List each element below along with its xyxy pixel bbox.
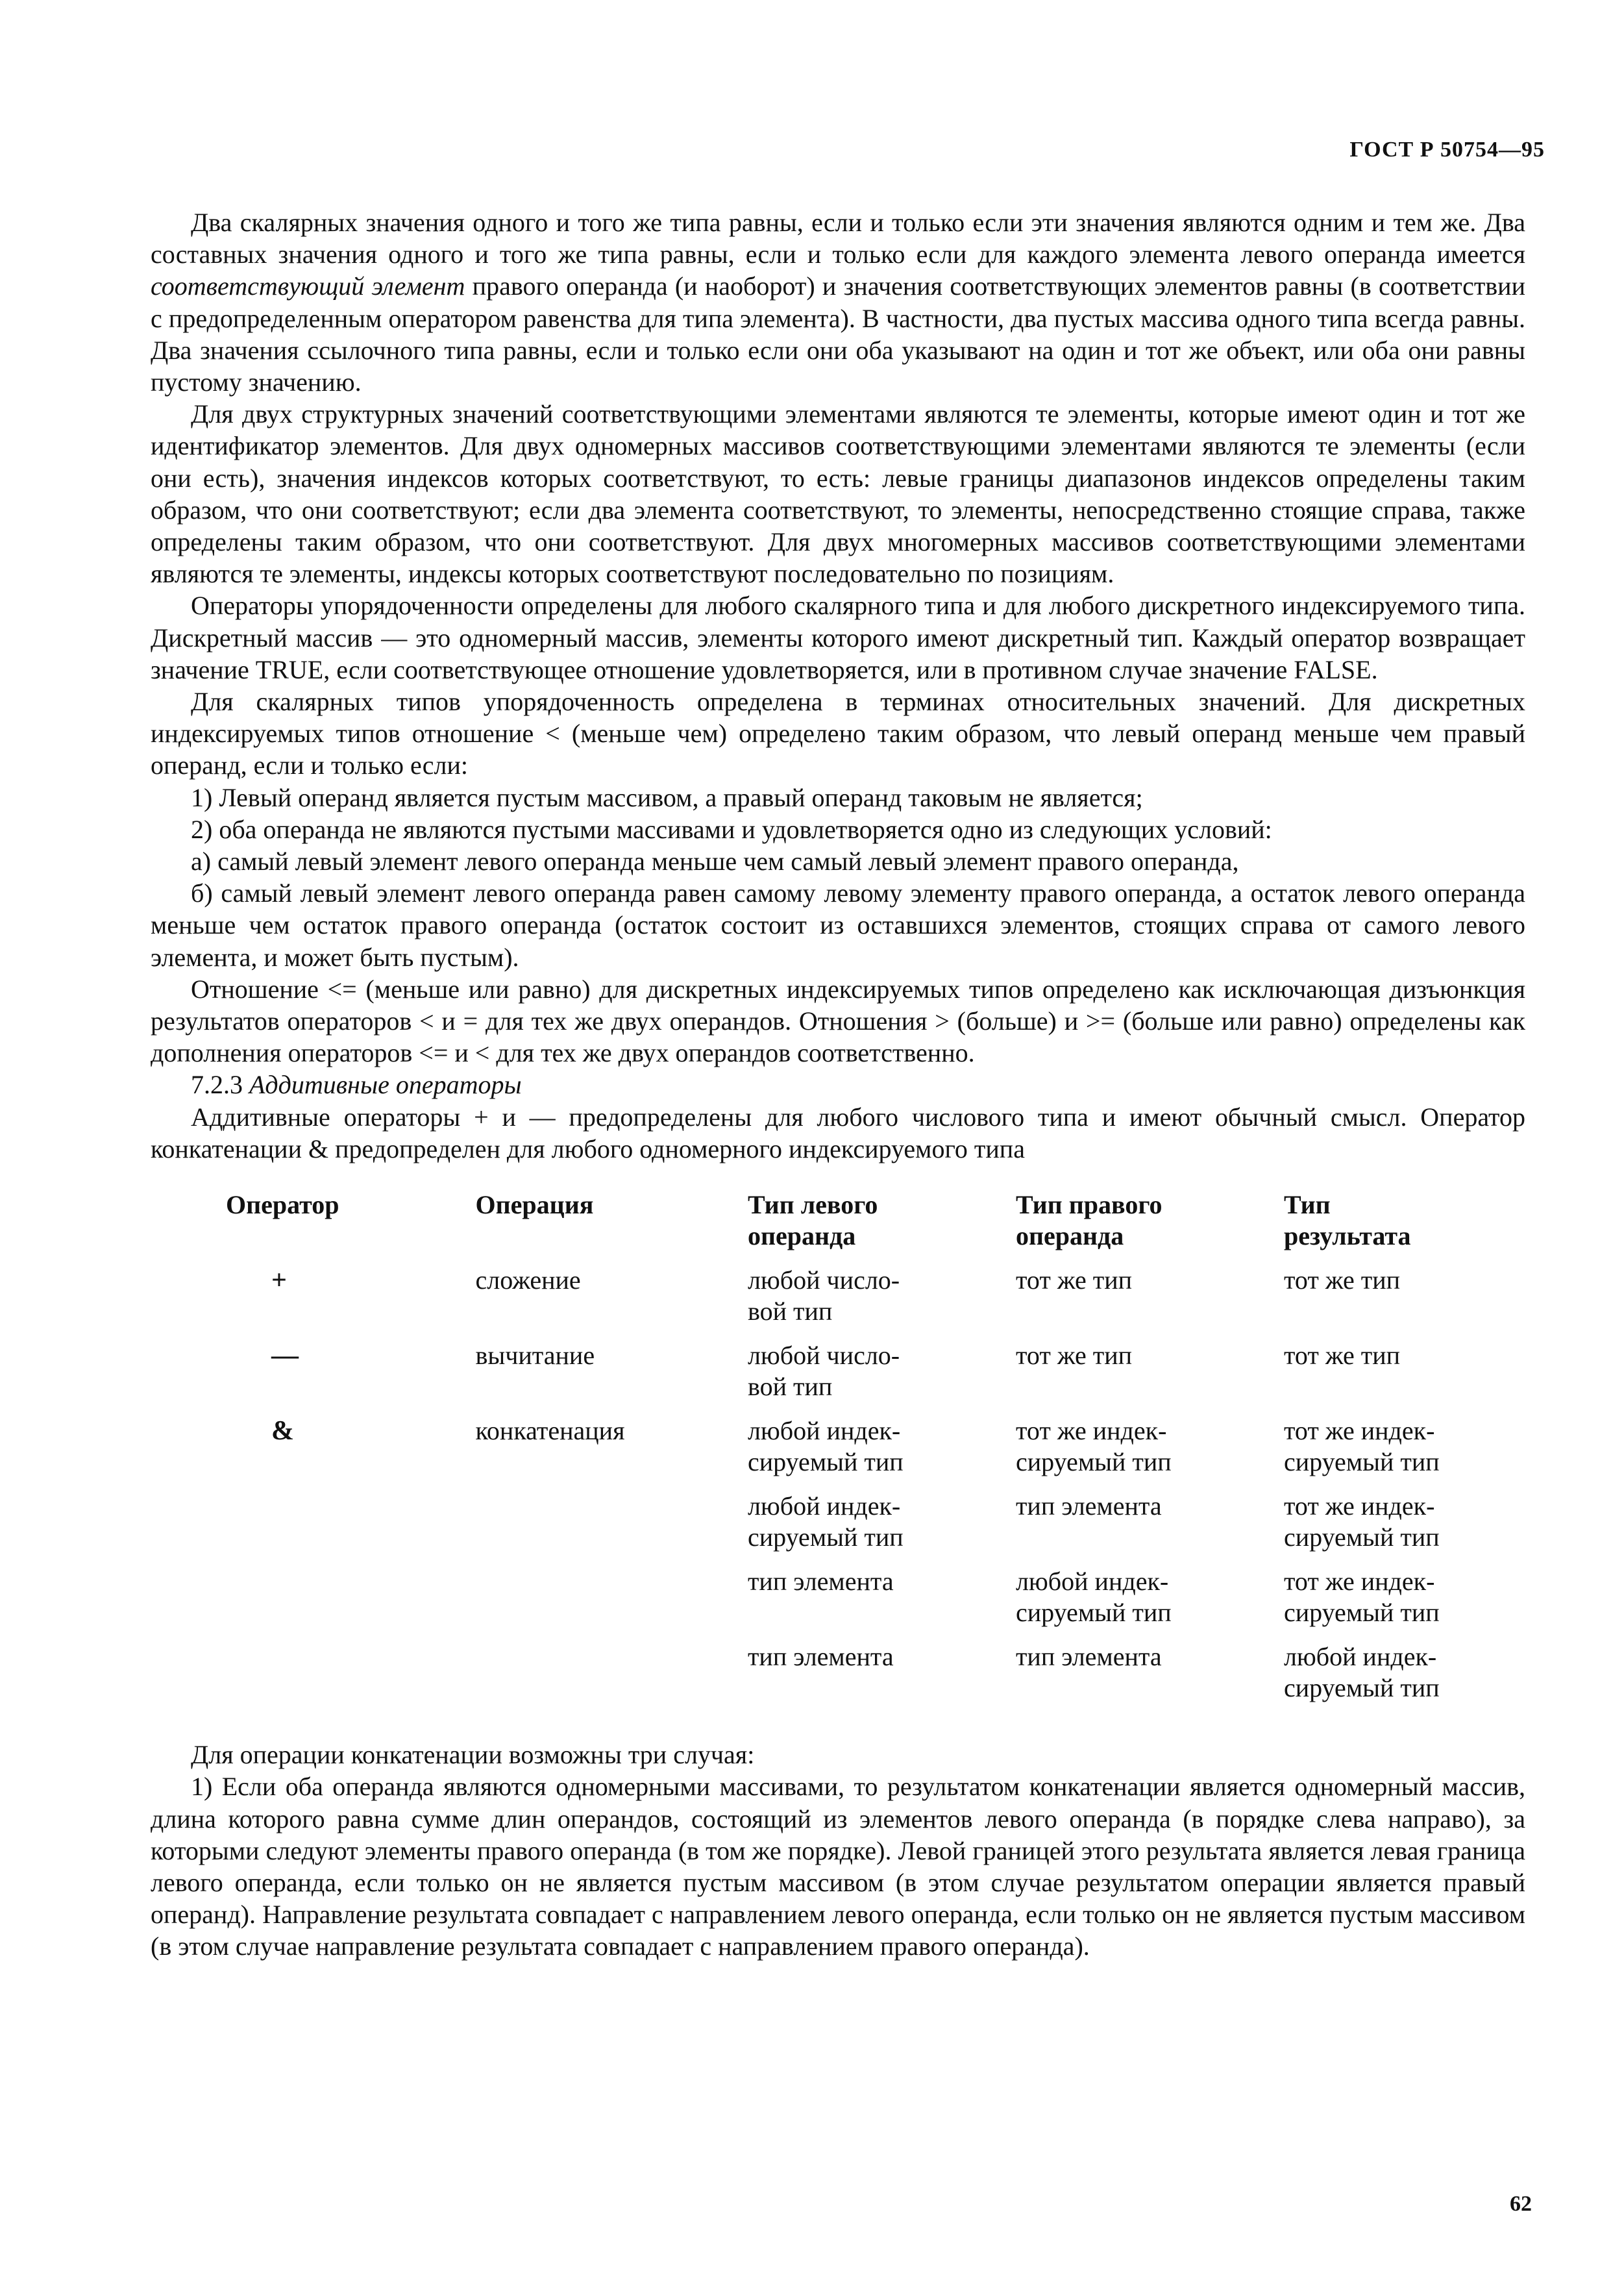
paragraph-corresponding-elements: Для двух структурных значений соответствующими элементами являются те элементы, которые имеют один и тот же идентификатор элементов. Для двух одномерных массивов соответствующими элементами являются те элементы (если они есть), значения индексов которых соответствуют, то есть: левые границы диапазонов индексов определены таким образом, что они соответствуют; если два элемента соответствуют, то элементы, непосредственно стоящие справа, также определены таким образом, что они соответствуют. Для двух многомерных массивов соответствующими элементами являются те элементы, индексы которых соответствуют последовательно по позициям. <box>151 399 1525 589</box>
cell-left-operand-type: тип элемента <box>747 1642 894 1672</box>
paragraph-relations: Отношение <= (меньше или равно) для дискретных индексируемых типов определено как исключающая дизъюнкция результатов операторов < и = для тех же двух операндов. Отношения > (больше) и >= (больше или равно) определены как дополнения операторов <= и < для тех же двух операндов соответственно. <box>151 974 1525 1068</box>
cell-left-operand-type: любой индек- сируемый тип <box>747 1491 904 1552</box>
cell-right-operand-type: тот же индек- сируемый тип <box>1015 1416 1172 1477</box>
cell-operator: — <box>271 1341 299 1371</box>
table-row <box>226 1641 1525 1717</box>
cell-operator <box>226 1641 476 1717</box>
cell-operator <box>226 1566 476 1641</box>
section-title: Аддитивные операторы <box>249 1070 522 1100</box>
cell-operation: конкатенация <box>475 1416 625 1446</box>
paragraph-equality <box>151 206 1525 398</box>
paragraph-scalar-ordering: Для скалярных типов упорядоченность определена в терминах относительных значений. Для дискретных индексируемых типов отношение < (меньше чем) определено таким образом, что левый операнд меньше чем правый операнд, если и только если: <box>151 687 1525 780</box>
table-row <box>226 1566 1525 1641</box>
cell-left-operand-type: тип элемента <box>747 1567 894 1596</box>
paragraph-ordering-operators: Операторы упорядоченности определены для любого скалярного типа и для любого дискретного индексируемого типа. Дискретный массив — это одномерный массив, элементы которого имеют дискретный тип. Каждый оператор возвращает значение TRUE, если соответствующее отношение удовлетворяется, или в противном случае значение FALSE. <box>151 591 1525 684</box>
cell-operator: + <box>271 1265 287 1296</box>
list-item-1: 1) Левый операнд является пустым массивом, а правый операнд таковым не является; <box>191 782 1143 812</box>
cell-operation <box>476 1641 748 1717</box>
header-operator: Оператор <box>226 1190 339 1220</box>
cell-result-type: тот же тип <box>1283 1341 1401 1371</box>
page-number: 62 <box>1510 2192 1532 2216</box>
table-header-row <box>226 1189 1525 1265</box>
list-item-2a: а) самый левый элемент левого операнда меньше чем самый левый элемент правого операнда, <box>191 847 1239 876</box>
cell-result-type: тот же тип <box>1283 1265 1401 1295</box>
header-operation: Операция <box>475 1190 594 1220</box>
document-body <box>151 206 1525 1963</box>
cell-result-type: любой индек- сируемый тип <box>1283 1642 1440 1703</box>
paragraph-text: Два скалярных значения одного и того же типа равны, если и только если эти значения являются одним и тем же. Два составных значения одного и того же типа равны, если и только если для каждого элемента левого операнда имеется <box>151 208 1525 269</box>
list-item-2b: б) самый левый элемент левого операнда равен самому левому элементу правого операнда, а остаток левого операнда меньше чем остаток правого операнда (остаток состоит из оставшихся элементов, стоящих справа от самого левого элемента, и может быть пустым). <box>151 878 1525 972</box>
cell-result-type: тот же индек- сируемый тип <box>1283 1491 1440 1552</box>
section-number: 7.2.3 <box>191 1070 243 1100</box>
header-result-type: Тип результата <box>1283 1190 1411 1251</box>
cell-operator: & <box>271 1416 294 1447</box>
cell-right-operand-type: тот же тип <box>1015 1341 1133 1371</box>
paragraph-concat-case-1: 1) Если оба операнда являются одномерными массивами, то результатом конкатенации является одномерный массив, длина которого равна сумме длин операндов, состоящий из элементов левого операнда (в порядке слева направо), за которыми следуют элементы правого операнда (в том же порядке). Левой границей этого результата является левая граница левого операнда, если только он не является пустым массивом (в этом случае результатом операции является правый операнд). Направление результата совпадает с направлением левого операнда, если только он не является пустым массивом (в этом случае направление результата совпадает с направлением правого операнда). <box>151 1772 1525 1961</box>
cell-operation: сложение <box>475 1265 581 1295</box>
cell-left-operand-type: любой индек- сируемый тип <box>747 1416 904 1477</box>
cell-left-operand-type: любой число- вой тип <box>747 1265 900 1326</box>
paragraph-concat-cases: Для операции конкатенации возможны три случая: <box>191 1740 755 1770</box>
table-row <box>226 1340 1525 1415</box>
cell-right-operand-type: тип элемента <box>1015 1491 1162 1521</box>
cell-right-operand-type: тот же тип <box>1015 1265 1133 1295</box>
cell-operation: вычитание <box>475 1341 595 1371</box>
table-row <box>226 1265 1525 1340</box>
cell-operation <box>476 1566 748 1641</box>
list-item-2: 2) оба операнда не являются пустыми массивами и удовлетворяется одно из следующих условий: <box>191 814 1272 844</box>
cell-result-type: тот же индек- сируемый тип <box>1283 1416 1440 1477</box>
cell-result-type: тот же индек- сируемый тип <box>1283 1567 1440 1628</box>
cell-right-operand-type: тип элемента <box>1015 1642 1162 1672</box>
table-row <box>226 1415 1525 1491</box>
cell-left-operand-type: любой число- вой тип <box>747 1341 900 1402</box>
italic-term: соответствующий элемент <box>151 271 465 301</box>
cell-operation <box>476 1491 748 1566</box>
section-heading <box>151 1069 1525 1100</box>
header-left-operand-type: Тип левого операнда <box>747 1190 878 1251</box>
paragraph-additive: Аддитивные операторы + и — предопределены для любого числового типа и имеют обычный смысл. Оператор конкатенации & предопределен для любого одномерного индексируемого типа <box>151 1102 1525 1163</box>
cell-operator <box>226 1491 476 1566</box>
standard-header: ГОСТ Р 50754—95 <box>1349 138 1545 162</box>
header-right-operand-type: Тип правого операнда <box>1015 1190 1163 1251</box>
cell-right-operand-type: любой индек- сируемый тип <box>1015 1567 1172 1628</box>
table-row <box>226 1491 1525 1566</box>
paragraph-text: правого операнда (и наоборот) и значения соответствующих элементов равны (в соответствии с предопределенным оператором равенства для типа элемента). В частности, два пустых массива одного типа всегда равны. Два значения ссылочного типа равны, если и только если они оба указывают на один и тот же объект, или оба они равны пустому значению. <box>151 271 1525 397</box>
operators-table <box>226 1189 1525 1717</box>
